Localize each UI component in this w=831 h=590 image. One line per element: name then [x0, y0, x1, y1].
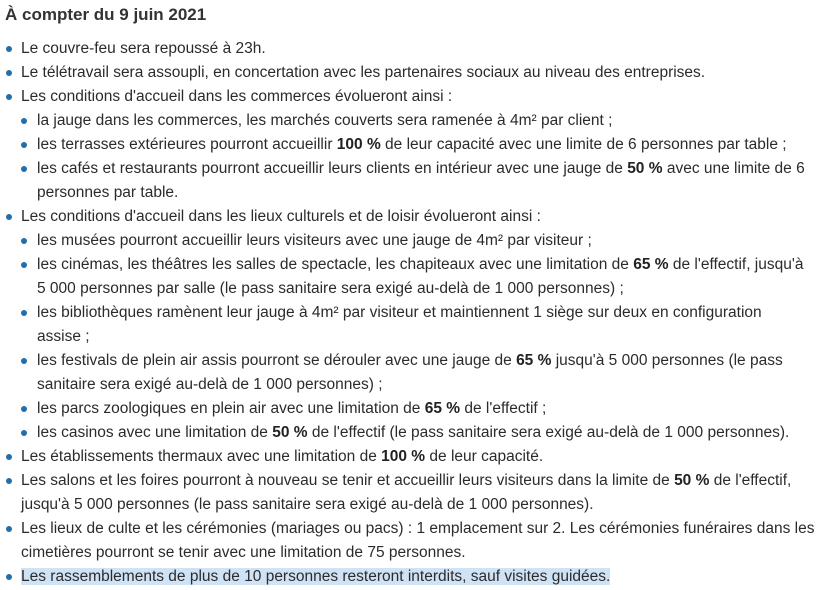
- item-text: les festivals de plein air assis pourront se dérouler avec une jauge de: [37, 352, 517, 369]
- bullet-icon: [21, 262, 27, 268]
- list-item: [0, 565, 831, 589]
- sub-list-item: [21, 157, 821, 205]
- bullet-icon: [6, 94, 12, 100]
- item-text: les terrasses extérieures pourront accueillir: [37, 136, 337, 153]
- item-text: de leur capacité avec une limite de 6 personnes par table ;: [380, 136, 787, 153]
- sub-list-item: [21, 133, 821, 157]
- sub-list-item: [21, 397, 821, 421]
- bullet-icon: [6, 574, 12, 580]
- item-text: jusqu'à 5 000 personnes (le pass sanitaire sera exigé au-delà de 1 000 personnes) ;: [37, 352, 783, 393]
- item-text: [21, 448, 543, 465]
- percentage-value: 50 %: [627, 160, 663, 177]
- sub-list-item: [21, 301, 821, 349]
- bullet-icon: [21, 430, 27, 436]
- item-text: [21, 472, 791, 513]
- item-text: Les salons et les foires pourront à nouveau se tenir et accueillir leurs visiteurs dans la limite de: [21, 472, 675, 489]
- percentage-value: 50 %: [674, 472, 710, 489]
- measures-list: [0, 37, 831, 589]
- item-text: avec une limite de 6 personnes par table.: [37, 160, 805, 201]
- sub-list: [21, 109, 821, 205]
- bullet-icon: [21, 358, 27, 364]
- item-text: Les conditions d'accueil dans les commerces évolueront ainsi :: [21, 88, 453, 105]
- list-item: [0, 469, 831, 517]
- item-text: les parcs zoologiques en plein air avec une limitation de: [37, 400, 425, 417]
- bullet-icon: [6, 526, 12, 532]
- list-item: [0, 517, 831, 565]
- list-item: [0, 205, 831, 445]
- item-text: de l'effectif, jusqu'à 5 000 personnes (le pass sanitaire sera exigé au-delà de 1 000 personnes).: [21, 472, 792, 513]
- list-item: [0, 445, 831, 469]
- sub-list: [21, 229, 821, 445]
- percentage-value: 100 %: [336, 136, 381, 153]
- list-item: [0, 61, 831, 85]
- item-text: les musées pourront accueillir leurs visiteurs avec une jauge de 4m² par visiteur ;: [37, 232, 592, 249]
- percentage-value: 50 %: [272, 424, 308, 441]
- item-text: de leur capacité.: [425, 448, 544, 465]
- bullet-icon: [6, 478, 12, 484]
- bullet-icon: [21, 118, 27, 124]
- sub-list-item: [21, 109, 821, 133]
- item-text: Les conditions d'accueil dans les lieux culturels et de loisir évolueront ainsi :: [21, 208, 541, 225]
- item-text: de l'effectif ;: [460, 400, 547, 417]
- bullet-icon: [21, 142, 27, 148]
- percentage-value: 65 %: [516, 352, 552, 369]
- item-text: Les établissements thermaux avec une limitation de: [21, 448, 382, 465]
- list-item: [0, 37, 831, 61]
- item-text: Le couvre-feu sera repoussé à 23h.: [21, 40, 266, 57]
- list-item: [0, 85, 831, 205]
- item-text: les cafés et restaurants pourront accueillir leurs clients en intérieur avec une jauge de: [37, 160, 628, 177]
- highlighted-text: Les rassemblements de plus de 10 personnes resteront interdits, sauf visites guidées.: [21, 568, 611, 585]
- item-text: Les lieux de culte et les cérémonies (mariages ou pacs) : 1 emplacement sur 2. Les cérémonies funéraires dans les cimetières pourront se tenir avec une limitation de 75 personnes.: [21, 520, 815, 561]
- bullet-icon: [6, 70, 12, 76]
- item-text: les bibliothèques ramènent leur jauge à 4m² par visiteur et maintiennent 1 siège sur deux en configuration assise ;: [37, 304, 762, 345]
- bullet-icon: [21, 310, 27, 316]
- bullet-icon: [21, 238, 27, 244]
- percentage-value: 65 %: [424, 400, 461, 417]
- section-heading: À compter du 9 juin 2021: [5, 5, 207, 24]
- percentage-value: 65 %: [633, 256, 669, 273]
- bullet-icon: [21, 166, 27, 172]
- item-text: de l'effectif, jusqu'à 5 000 personnes par salle (le pass sanitaire sera exigé au-delà de 1 000 personnes) ;: [37, 256, 804, 297]
- item-text: les casinos avec une limitation de: [37, 424, 273, 441]
- bullet-icon: [6, 214, 12, 220]
- bullet-icon: [21, 406, 27, 412]
- percentage-value: 100 %: [381, 448, 426, 465]
- bullet-icon: [6, 454, 12, 460]
- sub-list-item: [21, 421, 821, 445]
- sub-list-item: [21, 253, 821, 301]
- sub-list-item: [21, 349, 821, 397]
- item-text: de l'effectif (le pass sanitaire sera exigé au-delà de 1 000 personnes).: [307, 424, 790, 441]
- item-text: les cinémas, les théâtres les salles de spectacle, les chapiteaux avec une limitation de: [37, 256, 634, 273]
- item-text: la jauge dans les commerces, les marchés couverts sera ramenée à 4m² par client ;: [37, 112, 613, 129]
- sub-list-item: [21, 229, 821, 253]
- bullet-icon: [6, 46, 12, 52]
- item-text: Le télétravail sera assoupli, en concertation avec les partenaires sociaux au niveau des entreprises.: [21, 64, 706, 81]
